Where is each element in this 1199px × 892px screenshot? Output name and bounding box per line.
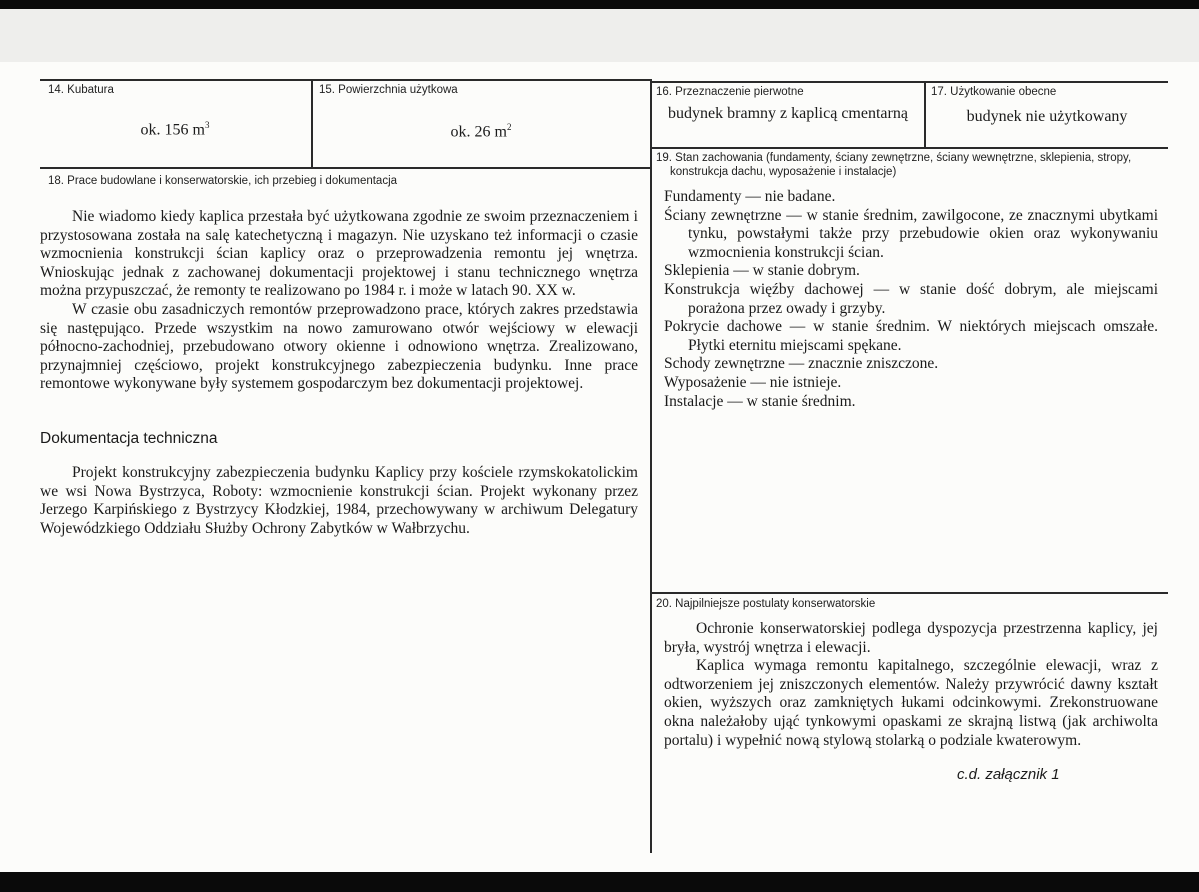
field-15-label: 15. Powierzchnia użytkowa (319, 84, 458, 96)
unit-exponent: 2 (506, 122, 512, 132)
field-18-label: 18. Prace budowlane i konserwatorskie, ich przebieg i dokumentacja (48, 175, 398, 187)
unit-exponent: 3 (204, 120, 210, 130)
field-17-value: budynek nie użytkowany (966, 108, 1128, 125)
paragraph: W czasie obu zasadniczych remontów przeprowadzono prace, których zakres przedstawia się następująco. Przede wszystkim na nowo zamurowano otwór wejściowy w elewacji północno-zachodniej, przebudowano otwory okienne i odnowiono wnętrza. Zrealizowano, przynajmniej częściowo, projekt konstrukcyjnego zabezpieczenia budynku. Inne prace remontowe wykonywane były systemem gospodarczym bez dokumentacji projektowej. (40, 300, 638, 393)
field-18-text (40, 208, 638, 394)
rule (650, 147, 1168, 149)
list-item: Konstrukcja więźby dachowej — w stanie dość dobrym, ale miejscami porażona przez owady i grzyby. (664, 280, 1158, 317)
field-17-label: 17. Użytkowanie obecne (931, 86, 1057, 98)
rule (40, 167, 650, 169)
paragraph: Projekt konstrukcyjny zabezpieczenia budynku Kaplicy przy kościele rzymskokatolickim we wsi Nowa Bystrzyca, Roboty: wzmocnienie konstrukcji ścian. Projekt wykonany przez Jerzego Karpińskiego z Bystrzycy Kłodzkiej, 1984, przechowywany w archiwum Delegatury Wojewódzkiego Oddziału Służby Ochrony Zabytków w Wałbrzychu. (40, 464, 638, 537)
paragraph: Ochronie konserwatorskiej podlega dyspozycja przestrzenna kaplicy, jej bryła, wystrój wnętrza i elewacji. (664, 620, 1158, 656)
list-item: Schody zewnętrzne — znacznie zniszczone. (664, 355, 939, 373)
rule (40, 79, 650, 81)
area-value: ok. 26 m (450, 123, 507, 141)
doc-heading: Dokumentacja techniczna (40, 430, 218, 447)
scan-margin (0, 9, 1199, 62)
field-20-text (664, 620, 1158, 750)
field-14-label: 14. Kubatura (48, 84, 114, 96)
field-16-value: budynek bramny z kaplicą cmentarną (668, 105, 908, 122)
field-20-label: 20. Najpilniejsze postulaty konserwatorskie (656, 598, 876, 610)
field-14-value (40, 120, 310, 139)
list-item: Fundamenty — nie badane. (664, 188, 836, 205)
list-item: Ściany zewnętrzne — w stanie średnim, zawilgocone, ze znacznymi ubytkami tynku, powstałymi także przy przebudowie okien oraz wykonywaniu wzmocnienia konstrukcji ścian. (664, 206, 1158, 261)
field-16-label: 16. Przeznaczenie pierwotne (656, 86, 804, 98)
field-19-label: 19. Stan zachowania (fundamenty, ściany zewnętrzne, ściany wewnętrzne, sklepienia, stropy, konstrukcja dachu, wyposażenie i instalacje) (656, 152, 1132, 178)
rule (650, 592, 1168, 594)
list-item: Instalacje — w stanie średnim. (664, 392, 856, 410)
continuation-note: c.d. załącznik 1 (957, 766, 1060, 783)
list-item: Pokrycie dachowe — w stanie średnim. W niektórych miejscach omszałe. Płytki eternitu miejscami spękane. (664, 318, 1158, 354)
rule (650, 79, 652, 853)
field-19-list (664, 188, 1158, 411)
scan-bottom-edge (0, 872, 1199, 892)
scan-top-edge (0, 0, 1199, 9)
paragraph: Nie wiadomo kiedy kaplica przestała być użytkowana zgodnie ze swoim przeznaczeniem i przystosowana została na salę katechetyczną i magazyn. Nie uzyskano też informacji o czasie wzmocnienia konstrukcji ścian kaplicy oraz o przeprowadzenia remontu jej wnętrza. Wnioskując jednak z zachowanej dokumentacji projektowej i stanu technicznego wnętrza można przypuszczać, że remonty te realizowano po 1984 r. i może w latach 90. XX w. (40, 208, 638, 300)
rule (650, 81, 1168, 83)
list-item: Wyposażenie — nie istnieje. (664, 373, 842, 391)
field-15-value (312, 122, 650, 141)
doc-text (40, 464, 638, 538)
kubatura-value: ok. 156 m (140, 121, 205, 139)
paragraph: Kaplica wymaga remontu kapitalnego, szczególnie elewacji, wraz z odtworzeniem jej zniszczonych elementów. Należy przywrócić dawny kształt okien, wyższych oraz zamkniętych łukami odcinkowymi. Zrekonstruowane okna należałoby ująć tynkowymi opaskami ze skrajną listwą (jak archiwolta portalu) i wypełnić nową stylową stolarką o podziale kwaterowym. (664, 657, 1158, 749)
list-item: Sklepienia — w stanie dobrym. (664, 262, 860, 280)
